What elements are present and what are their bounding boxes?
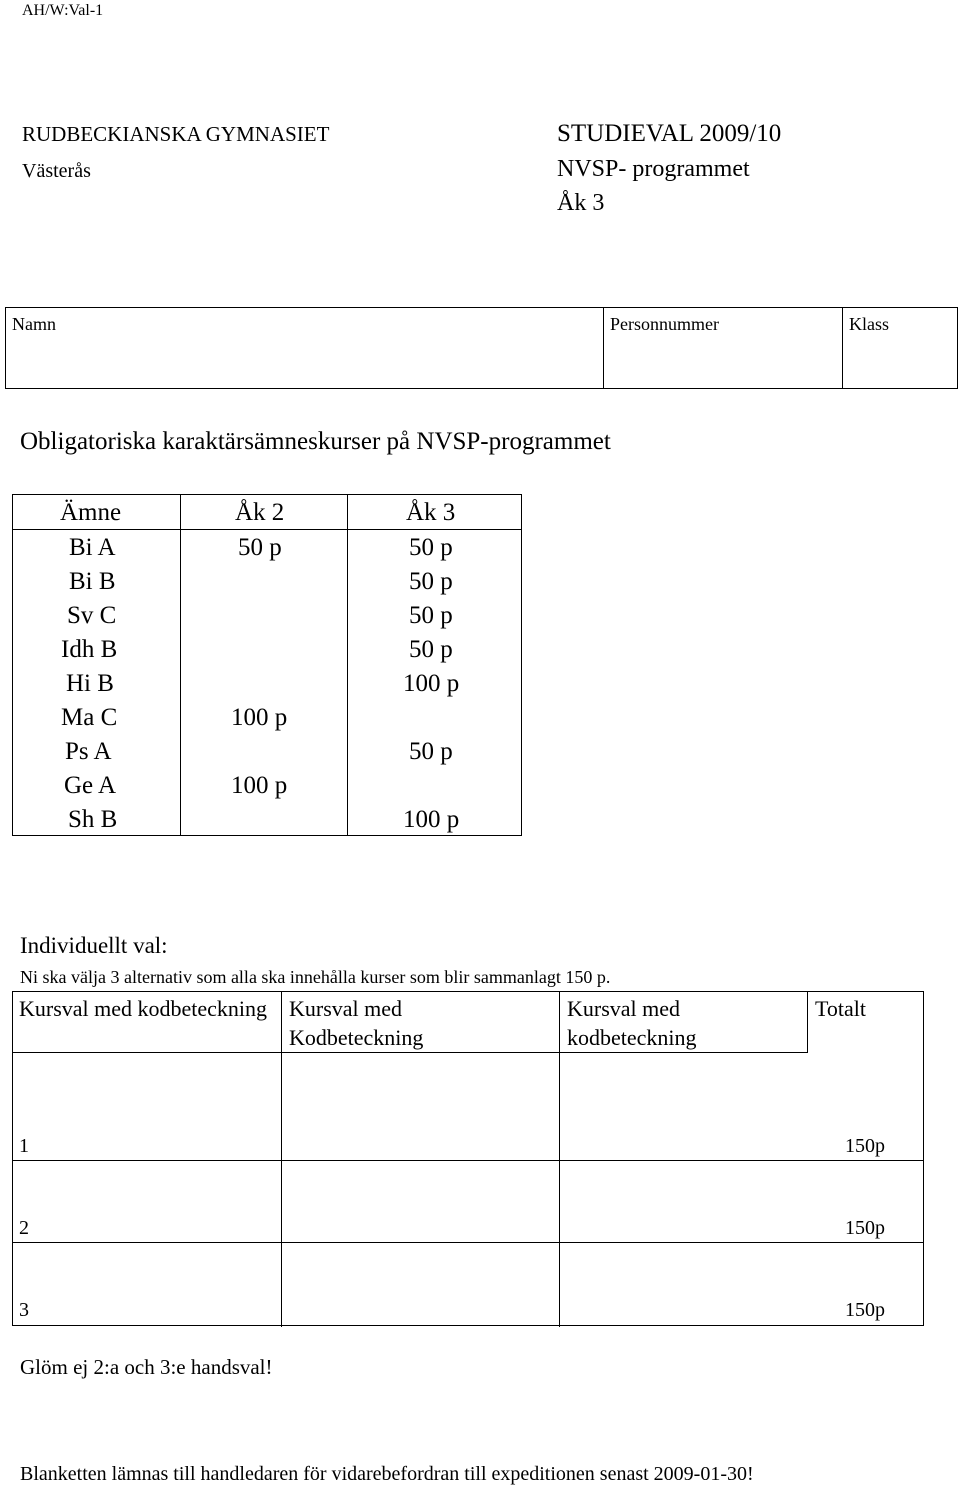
subject-cell: Ge A	[64, 772, 117, 799]
column-header: Åk 3	[406, 499, 456, 526]
school-year: Åk 3	[557, 190, 605, 216]
subject-cell: Idh B	[61, 636, 118, 663]
school-city: Västerås	[22, 160, 91, 182]
ak3-cell: 50 p	[409, 636, 453, 663]
class-field[interactable]	[843, 308, 957, 388]
row-number: 3	[19, 1299, 29, 1321]
ak2-cell: 50 p	[238, 534, 282, 561]
table-row	[13, 531, 521, 565]
subject-cell: Ma C	[61, 704, 118, 731]
subject-cell: Hi B	[66, 670, 114, 697]
student-info-box	[5, 307, 958, 389]
name-field[interactable]	[6, 308, 603, 388]
school-name: RUDBECKIANSKA GYMNASIET	[22, 122, 330, 146]
ak2-cell: 100 p	[231, 704, 288, 731]
row-divider	[13, 1242, 923, 1243]
individual-choice-grid	[12, 991, 924, 1326]
column-header: Kursval med Kodbeteckning	[289, 996, 424, 1050]
ak3-cell: 50 p	[409, 568, 453, 595]
program-name: NVSP- programmet	[557, 156, 750, 182]
table-row	[13, 599, 521, 633]
ak3-cell: 50 p	[409, 534, 453, 561]
form-title: STUDIEVAL 2009/10	[557, 120, 782, 147]
footer-note: Blanketten lämnas till handledaren för vidarebefordran till expeditionen senast 2009-01-30!	[20, 1463, 754, 1485]
row-total: 150p	[845, 1135, 885, 1157]
ak3-cell: 50 p	[409, 602, 453, 629]
personnummer-label: Personnummer	[610, 314, 719, 334]
choice-1-course-2[interactable]	[283, 1054, 559, 1160]
individual-heading: Individuellt val:	[20, 933, 168, 958]
choice-3-course-1[interactable]	[13, 1244, 281, 1326]
ak3-cell: 100 p	[403, 806, 460, 833]
subject-cell: Sv C	[67, 602, 117, 629]
column-divider	[807, 992, 808, 1052]
table-row	[13, 633, 521, 667]
choice-3-course-2[interactable]	[283, 1244, 559, 1326]
subject-cell: Sh B	[68, 806, 118, 833]
column-header: Åk 2	[235, 499, 285, 526]
choice-2-course-2[interactable]	[283, 1162, 559, 1242]
table-row	[13, 735, 521, 769]
table-header-row	[13, 496, 521, 530]
choice-2-course-1[interactable]	[13, 1162, 281, 1242]
row-number: 2	[19, 1217, 29, 1239]
name-label: Namn	[12, 314, 56, 334]
mandatory-courses-table	[12, 494, 522, 836]
table-row	[13, 701, 521, 735]
subject-cell: Bi A	[69, 534, 116, 561]
row-total: 150p	[845, 1299, 885, 1321]
header-divider	[13, 1052, 808, 1053]
column-header: Ämne	[60, 499, 122, 526]
column-header: Totalt	[815, 996, 867, 1021]
reminder-note: Glöm ej 2:a och 3:e handsval!	[20, 1355, 273, 1379]
table-row	[13, 769, 521, 803]
subject-cell: Ps A	[65, 738, 112, 765]
ak3-cell: 100 p	[403, 670, 460, 697]
personnummer-field[interactable]	[604, 308, 842, 388]
ak3-cell: 50 p	[409, 738, 453, 765]
individual-instruction: Ni ska välja 3 alternativ som alla ska innehålla kurser som blir sammanlagt 150 p.	[20, 967, 611, 987]
table-row	[13, 667, 521, 701]
ak2-cell: 100 p	[231, 772, 288, 799]
subject-cell: Bi B	[69, 568, 116, 595]
mandatory-heading: Obligatoriska karaktärsämneskurser på NVSP-programmet	[20, 428, 611, 455]
row-number: 1	[19, 1135, 29, 1157]
table-row	[13, 565, 521, 599]
row-divider	[13, 1160, 923, 1161]
table-row	[13, 803, 521, 837]
class-label: Klass	[849, 314, 889, 334]
column-header: Kursval med kodbeteckning	[19, 996, 268, 1021]
row-total: 150p	[845, 1217, 885, 1239]
column-header: Kursval med kodbeteckning	[567, 996, 697, 1050]
choice-1-course-1[interactable]	[13, 1054, 281, 1160]
form-code: AH/W:Val-1	[22, 2, 104, 19]
